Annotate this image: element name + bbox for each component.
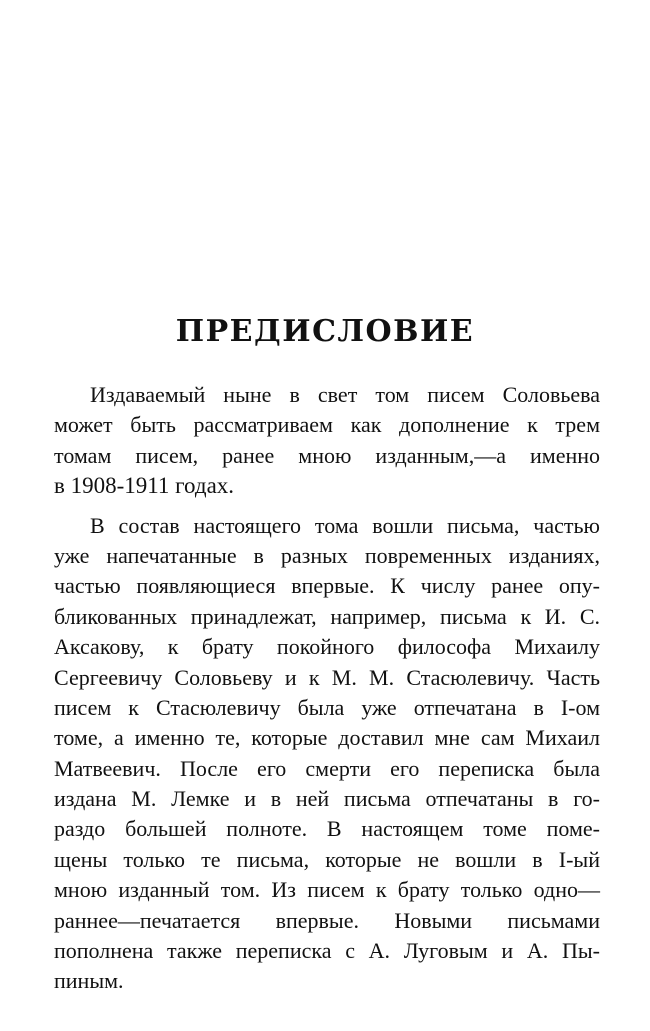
text-line: пиным. (54, 968, 124, 994)
text-line: Сергеевичу Соловьеву и к М. М. Стасюлевичу. Часть (54, 664, 600, 690)
text-line: Аксакову, к брату покойного философа Михаилу (54, 634, 600, 660)
body-text (54, 380, 600, 997)
text-line: Матвеевич. После его смерти его переписка была (54, 755, 600, 781)
text-line: щены только те письма, которые не вошли в I-ый (54, 846, 600, 872)
text-line: мною изданный том. Из писем к брату только одно— (54, 877, 600, 903)
text-line: раздо большей полноте. В настоящем томе поме- (54, 816, 600, 842)
text-line: может быть рассматриваем как дополнение к трем (54, 412, 600, 438)
text-line: уже напечатанные в разных повременных изданиях, (54, 542, 600, 568)
text-line: томам писем, ранее мною изданным,—а именно (54, 442, 600, 468)
text-line: томе, а именно те, которые доставил мне сам Михаил (54, 725, 600, 751)
text-line: пополнена также переписка с А. Луговым и А. Пы- (54, 938, 600, 964)
text-line: бликованных принадлежат, например, письма к И. С. (54, 603, 600, 629)
text-line: в 1908-1911 годах. (54, 473, 235, 499)
text-line: писем к Стасюлевичу была уже отпечатана в I-ом (54, 694, 600, 720)
page-title: ПРЕДИСЛОВИЕ (175, 314, 475, 349)
text-line: В состав настоящего тома вошли письма, частью (90, 512, 600, 538)
text-line: раннее—печатается впервые. Новыми письмами (54, 907, 600, 933)
text-line: издана М. Лемке и в ней письма отпечатаны в го- (54, 786, 600, 812)
text-line: частью появляющиеся впервые. К числу ранее опу- (54, 573, 600, 599)
text-line: Издаваемый ныне в свет том писем Соловьева (90, 382, 600, 407)
